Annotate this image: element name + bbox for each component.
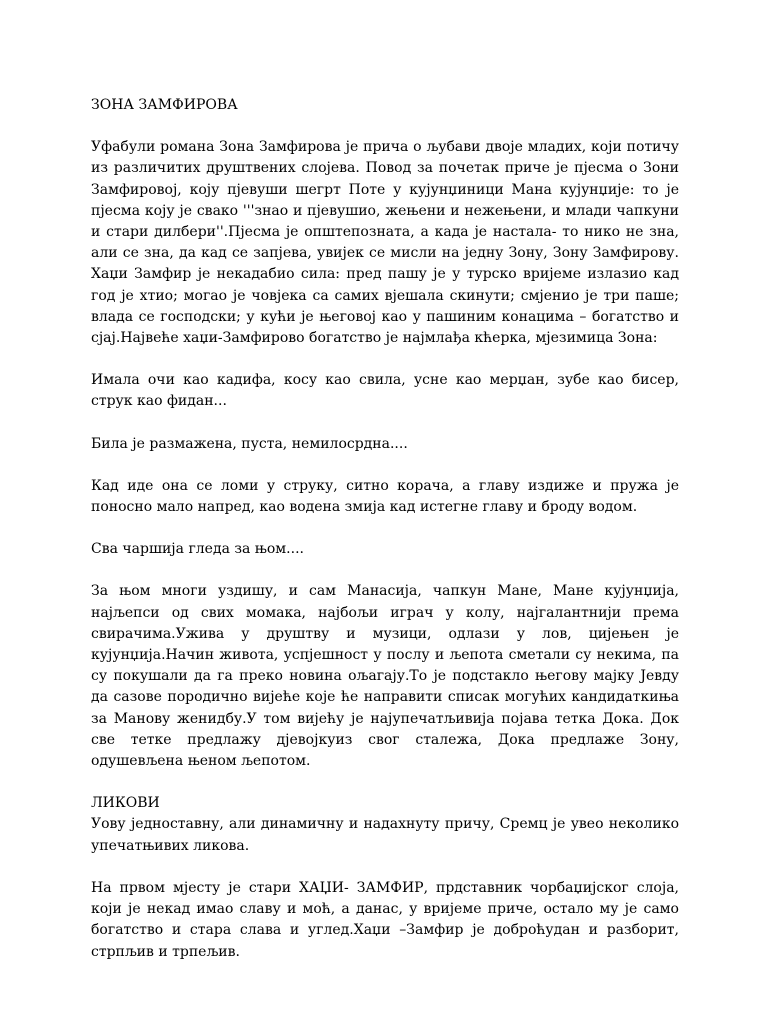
paragraph-mane: За њом многи уздишу, и сам Манасија, чапкун Мане, Мане кујунџија, најљепси од свих момака, најбољи играч у колу, најгалантнији према свирачима.Ужива у друштву и музици, одлази у лов, цијењен је кујунџија.Начин живота, успјешност у послу и љепота сметали су некима, па су покушали да га преко новина ољагају.То је подстакло његову мајку Јевду да сазове породично вијеће које ће направити списак могућих кандидаткиња за Манову женидбу.У том вијећу је најупечатљивија појава тетка Дока. Док све тетке предлажу дјевојкуиз свог сталежа, Дока предлаже Зону, одушевљена њеном љепотом. (91, 583, 679, 770)
paragraph-zona-walk: Кад иде она се ломи у струку, ситно корача, а главу издиже и пружа је поносно мало напред, као водена змија кад истегне главу и броду водом. (91, 477, 679, 516)
paragraph-town-watches: Сва чаршија гледа за њом.... (91, 541, 304, 558)
section-heading-characters: ЛИКОВИ (91, 795, 160, 812)
paragraph-zona-character: Била је размажена, пуста, немилосрдна.... (91, 435, 408, 452)
document-body (91, 95, 679, 963)
paragraph-hadzi-zamfir: На првом мјесту је стари ХАЏИ- ЗАМФИР, прдставник чорбаџијског слоја, који је некад имао славу и моћ, а данас, у вријеме приче, остало му је само богатство и стара слава и углед.Хаџи –Замфир је доброћудан и разборит, стрпљив и трпељив. (91, 879, 679, 960)
paragraph-intro: Уфабули романа Зона Замфирова је прича о љубави двоје младих, који потичу из различитих друштвених слојева. Повод за почетак приче је пјесма о Зони Замфировој, коју пјевуши шегрт Поте у кујунџиници Мана кујунџије: то је пјесма коју је свако '''знао и пјевушио, жењени и нежењени, и млади чапкуни и стари дилбери''.Пјесма је општепозната, а када је настала- то нико не зна, али се зна, да кад се запјева, увијек се мисли на једну Зону, Зону Замфирову. Хаџи Замфир је некадабио сила: пред пашу је у турско вријеме излазио кад год је хтио; могао је човјека са самих вјешала скинути; смјенио је три паше; влада се господски; у кући је његовој као у пашиним конацима – богатство и сјај.Највеће хаџи-Замфирово богатство је најмлађа кћерка, мјезимица Зона: (91, 139, 679, 347)
paragraph-characters-intro: Уову једноставну, али динамичну и надахнуту причу, Сремц је увео неколико упечатњивих ликова. (91, 816, 679, 854)
document-title: ЗОНА ЗАМФИРОВА (91, 97, 238, 113)
paragraph-zona-description: Имала очи као кадифа, косу као свила, усне као мерџан, зубе као бисер, струк као фидан... (91, 372, 679, 410)
